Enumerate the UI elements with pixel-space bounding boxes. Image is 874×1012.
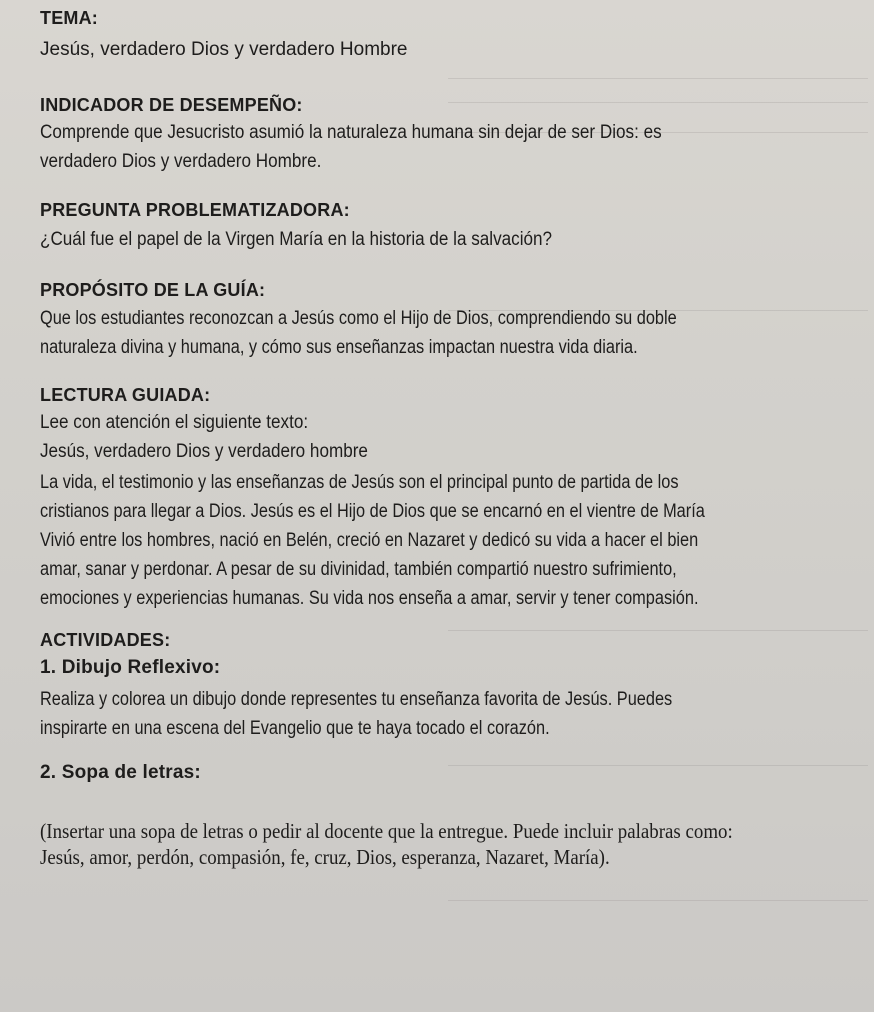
indicador-heading: INDICADOR DE DESEMPEÑO: [40,95,303,115]
lectura-line: emociones y experiencias humanas. Su vida nos enseña a amar, servir y tener compasión. [40,588,699,609]
actividades-heading: ACTIVIDADES: [40,630,171,650]
lectura-line: Vivió entre los hombres, nació en Belén, creció en Nazaret y dedicó su vida a hacer el bien [40,530,699,551]
activity1-title: 1. Dibujo Reflexivo: [40,657,221,678]
lectura-line: La vida, el testimonio y las enseñanzas de Jesús son el principal punto de partida de los [40,472,679,493]
proposito-line: naturaleza divina y humana, y cómo sus enseñanzas impactan nuestra vida diaria. [40,337,638,358]
lectura-body [40,468,757,613]
show-through-line [448,78,868,79]
proposito-line: Que los estudiantes reconozcan a Jesús como el Hijo de Dios, comprendiendo su doble [40,308,677,329]
activity2-line: Jesús, amor, perdón, compasión, fe, cruz, Dios, esperanza, Nazaret, María). [40,845,610,869]
proposito-heading: PROPÓSITO DE LA GUÍA: [40,280,266,300]
indicador-line: verdadero Dios y verdadero Hombre. [40,151,322,172]
activity1-text [40,685,757,743]
tema-text: Jesús, verdadero Dios y verdadero Hombre [40,39,408,60]
lectura-title: Jesús, verdadero Dios y verdadero hombre [40,441,368,462]
activity1-line: Realiza y colorea un dibujo donde representes tu enseñanza favorita de Jesús. Puedes [40,689,673,710]
lectura-line: amar, sanar y perdonar. A pesar de su divinidad, también compartió nuestro sufrimiento, [40,559,677,580]
proposito-text [40,304,757,362]
activity2-line: (Insertar una sopa de letras o pedir al docente que la entregue. Puede incluir palabras como: [40,819,733,843]
pregunta-heading: PREGUNTA PROBLEMATIZADORA: [40,200,350,220]
activity2-title: 2. Sopa de letras: [40,762,201,783]
lectura-line: cristianos para llegar a Dios. Jesús es el Hijo de Dios que se encarnó en el vientre de María [40,501,705,522]
show-through-line [448,900,868,901]
lectura-heading: LECTURA GUIADA: [40,385,211,405]
activity1-line: inspirarte en una escena del Evangelio que te haya tocado el corazón. [40,718,550,739]
indicador-line: Comprende que Jesucristo asumió la naturaleza humana sin dejar de ser Dios: es [40,122,662,143]
lectura-instruction: Lee con atención el siguiente texto: [40,412,309,433]
activity2-text [40,818,791,870]
indicador-text [40,118,791,176]
pregunta-text: ¿Cuál fue el papel de la Virgen María en la historia de la salvación? [40,229,553,250]
tema-heading: TEMA: [40,8,98,28]
